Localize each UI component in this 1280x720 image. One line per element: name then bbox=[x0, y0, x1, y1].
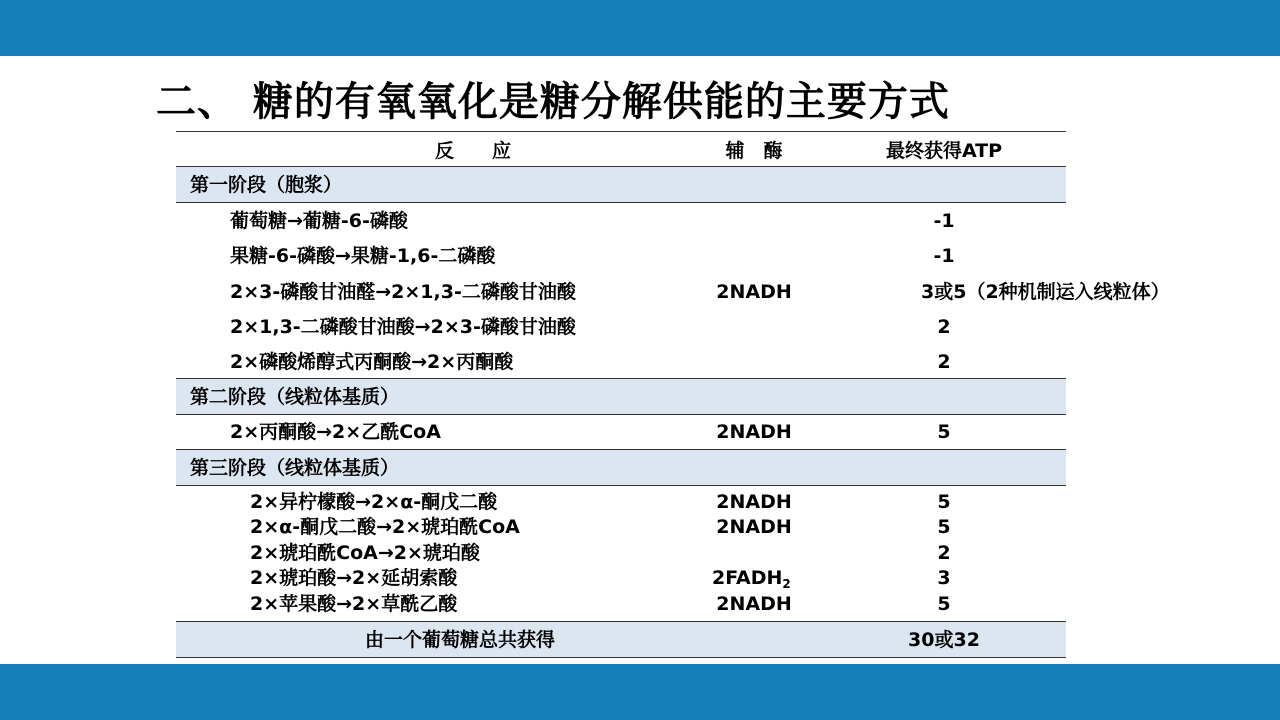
table-rule bbox=[176, 202, 1066, 203]
table-row-reaction: 2×异柠檬酸→2×α-酮戊二酸 bbox=[250, 491, 498, 513]
table-row-reaction: 果糖-6-磷酸→果糖-1,6-二磷酸 bbox=[230, 245, 496, 267]
stage1-label: 第一阶段（胞浆） bbox=[190, 174, 343, 196]
table-row-reaction: 2×苹果酸→2×草酰乙酸 bbox=[250, 593, 458, 615]
table-row-reaction: 葡萄糖→葡糖-6-磷酸 bbox=[230, 210, 408, 232]
table-row-atp: 2 bbox=[937, 316, 951, 338]
table-row-atp: 5 bbox=[937, 421, 951, 443]
table-row-coenzyme: 2NADH bbox=[716, 281, 792, 303]
table-row-atp: 3或5（2种机制运入线粒体） bbox=[921, 281, 1170, 303]
table-row-atp: 5 bbox=[937, 491, 951, 513]
table-row-reaction: 2×丙酮酸→2×乙酰CoA bbox=[230, 421, 441, 443]
table-row-coenzyme: 2NADH bbox=[716, 421, 792, 443]
stage2-label: 第二阶段（线粒体基质） bbox=[190, 386, 400, 408]
table-row-coenzyme: 2NADH bbox=[716, 593, 792, 615]
table-row-reaction: 2×α-酮戊二酸→2×琥珀酰CoA bbox=[250, 516, 520, 538]
table-row-atp: -1 bbox=[933, 245, 955, 267]
table-rule-top bbox=[176, 131, 1066, 132]
total-label: 由一个葡萄糖总共获得 bbox=[364, 629, 556, 651]
header-reaction: 反 应 bbox=[434, 140, 512, 162]
top-banner bbox=[0, 0, 1280, 56]
page-title: 二、 糖的有氧氧化是糖分解供能的主要方式 bbox=[156, 79, 950, 125]
table-row-reaction: 2×1,3-二磷酸甘油酸→2×3-磷酸甘油酸 bbox=[230, 316, 576, 338]
header-atp: 最终获得ATP bbox=[885, 140, 1003, 162]
table-row-reaction: 2×磷酸烯醇式丙酮酸→2×丙酮酸 bbox=[230, 351, 514, 373]
table-row-reaction: 2×3-磷酸甘油醛→2×1,3-二磷酸甘油酸 bbox=[230, 281, 576, 303]
table-rule bbox=[176, 414, 1066, 415]
stage3-label: 第三阶段（线粒体基质） bbox=[190, 457, 400, 479]
table-row-atp: -1 bbox=[933, 210, 955, 232]
table-row-coenzyme: 2NADH bbox=[716, 516, 792, 538]
table-row-coenzyme: 2NADH bbox=[716, 491, 792, 513]
coenzyme-text: 2FADH bbox=[712, 567, 783, 589]
table-row-reaction: 2×琥珀酰CoA→2×琥珀酸 bbox=[250, 542, 480, 564]
table-rule-bottom bbox=[176, 657, 1066, 658]
total-atp: 30或32 bbox=[908, 629, 980, 651]
table-row-atp: 3 bbox=[937, 567, 951, 589]
table-row-atp: 2 bbox=[937, 351, 951, 373]
bottom-banner bbox=[0, 664, 1280, 720]
table-row-reaction: 2×琥珀酸→2×延胡索酸 bbox=[250, 567, 458, 589]
table-row-atp: 5 bbox=[937, 593, 951, 615]
table-row-atp: 5 bbox=[937, 516, 951, 538]
table-row-atp: 2 bbox=[937, 542, 951, 564]
table-rule bbox=[176, 485, 1066, 486]
header-coenzyme: 辅 酶 bbox=[725, 140, 783, 162]
coenzyme-subscript: 2 bbox=[782, 577, 791, 591]
